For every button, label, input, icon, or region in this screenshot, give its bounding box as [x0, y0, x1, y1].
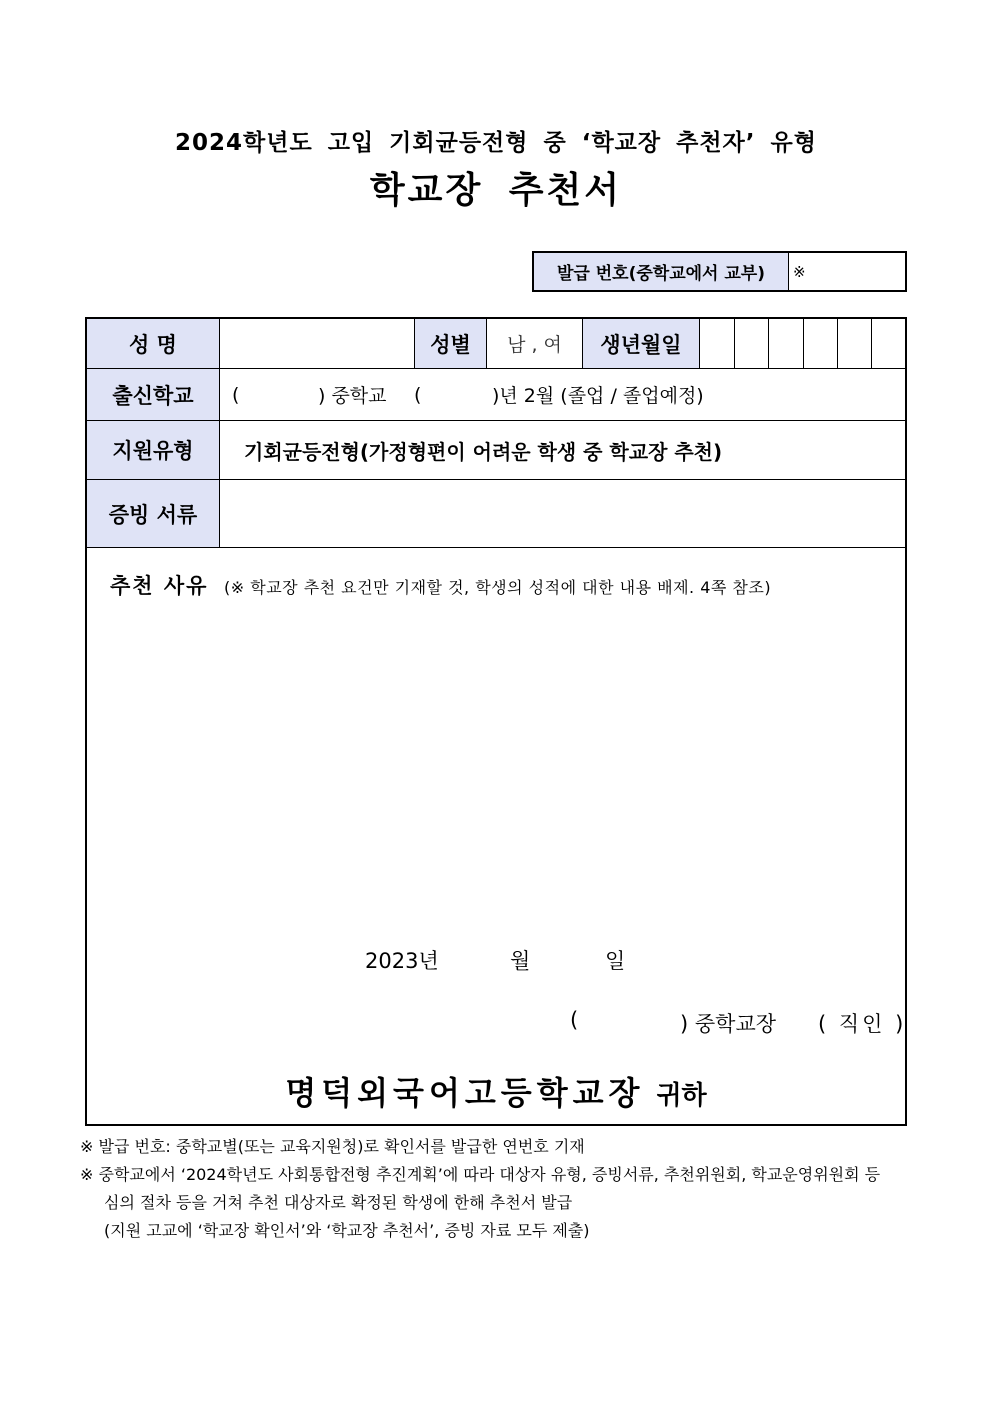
addressee-suffix: 귀하 — [656, 1081, 707, 1111]
birth-label: 생년월일 — [583, 319, 700, 368]
issue-number-field[interactable]: ※ — [793, 262, 806, 281]
footnotes — [80, 1133, 920, 1245]
school-open-paren: ( — [232, 383, 240, 406]
birth-digit-box[interactable] — [872, 319, 905, 368]
school-label: 출신학교 — [87, 369, 220, 420]
gender-label: 성별 — [415, 319, 487, 368]
recommendation-form — [85, 317, 907, 1126]
principal-open-paren: ( — [570, 1008, 579, 1032]
name-row — [87, 319, 905, 369]
footnote-submission: (지원 고교에 ‘학교장 확인서’와 ‘학교장 추천서’, 증빙 자료 모두 제출) — [104, 1221, 590, 1240]
official-seal-mark: ( 직인 ) — [818, 1012, 907, 1036]
footnote-procedure: ※ 중학교에서 ‘2024학년도 사회통합전형 추진계획’에 따라 대상자 유형, 증빙서류, 추천위원회, 학교운영위원회 등 — [80, 1165, 881, 1184]
date-year: 2023년 — [365, 949, 439, 973]
school-row — [87, 369, 905, 421]
application-type-label: 지원유형 — [87, 421, 220, 479]
issue-number-box — [532, 251, 907, 292]
school-name-suffix: ) 중학교 — [318, 385, 387, 407]
graduation-year-open-paren: ( — [414, 383, 422, 406]
graduation-status: )년 2월 (졸업 / 졸업예정) — [492, 385, 704, 407]
reason-note: (※ 학교장 추천 요건만 기재할 것, 학생의 성적에 대한 내용 배제. 4쪽 참조) — [224, 578, 772, 597]
document-subtitle: 2024학년도 고입 기회균등전형 중 ‘학교장 추천자’ 유형 — [175, 130, 817, 156]
name-label: 성 명 — [87, 319, 220, 368]
name-field[interactable] — [220, 319, 415, 368]
gender-field[interactable]: 남 , 여 — [487, 319, 583, 368]
school-field[interactable] — [220, 369, 905, 420]
date-day: 일 — [605, 949, 626, 973]
birth-digit-box[interactable] — [735, 319, 769, 368]
reason-label: 추천 사유 — [110, 574, 209, 598]
documents-row — [87, 480, 905, 548]
birth-digit-box[interactable] — [769, 319, 804, 368]
document-title: 학교장 추천서 — [369, 170, 623, 211]
date-month: 월 — [510, 949, 531, 973]
issue-number-label: 발급 번호(중학교에서 교부) — [534, 253, 789, 290]
application-type-row — [87, 421, 905, 480]
principal-signature-line — [570, 1008, 906, 1038]
documents-label: 증빙 서류 — [87, 480, 220, 547]
addressee — [0, 1068, 992, 1114]
application-type-value: 기회균등전형(가정형편이 어려운 학생 중 학교장 추천) — [244, 439, 723, 464]
principal-school: ) 중학교장 — [680, 1012, 777, 1036]
birth-digit-box[interactable] — [700, 319, 735, 368]
footnote-issue-number: ※ 발급 번호: 중학교별(또는 교육지원청)로 확인서를 발급한 연번호 기재 — [80, 1137, 585, 1156]
birth-digit-box[interactable] — [838, 319, 872, 368]
footnote-procedure-cont: 심의 절차 등을 거쳐 추천 대상자로 확정된 학생에 한해 추천서 발급 — [104, 1193, 573, 1212]
documents-field[interactable] — [220, 480, 905, 547]
birth-digit-box[interactable] — [804, 319, 838, 368]
addressee-school: 명덕외국어고등학교장 — [285, 1074, 645, 1112]
